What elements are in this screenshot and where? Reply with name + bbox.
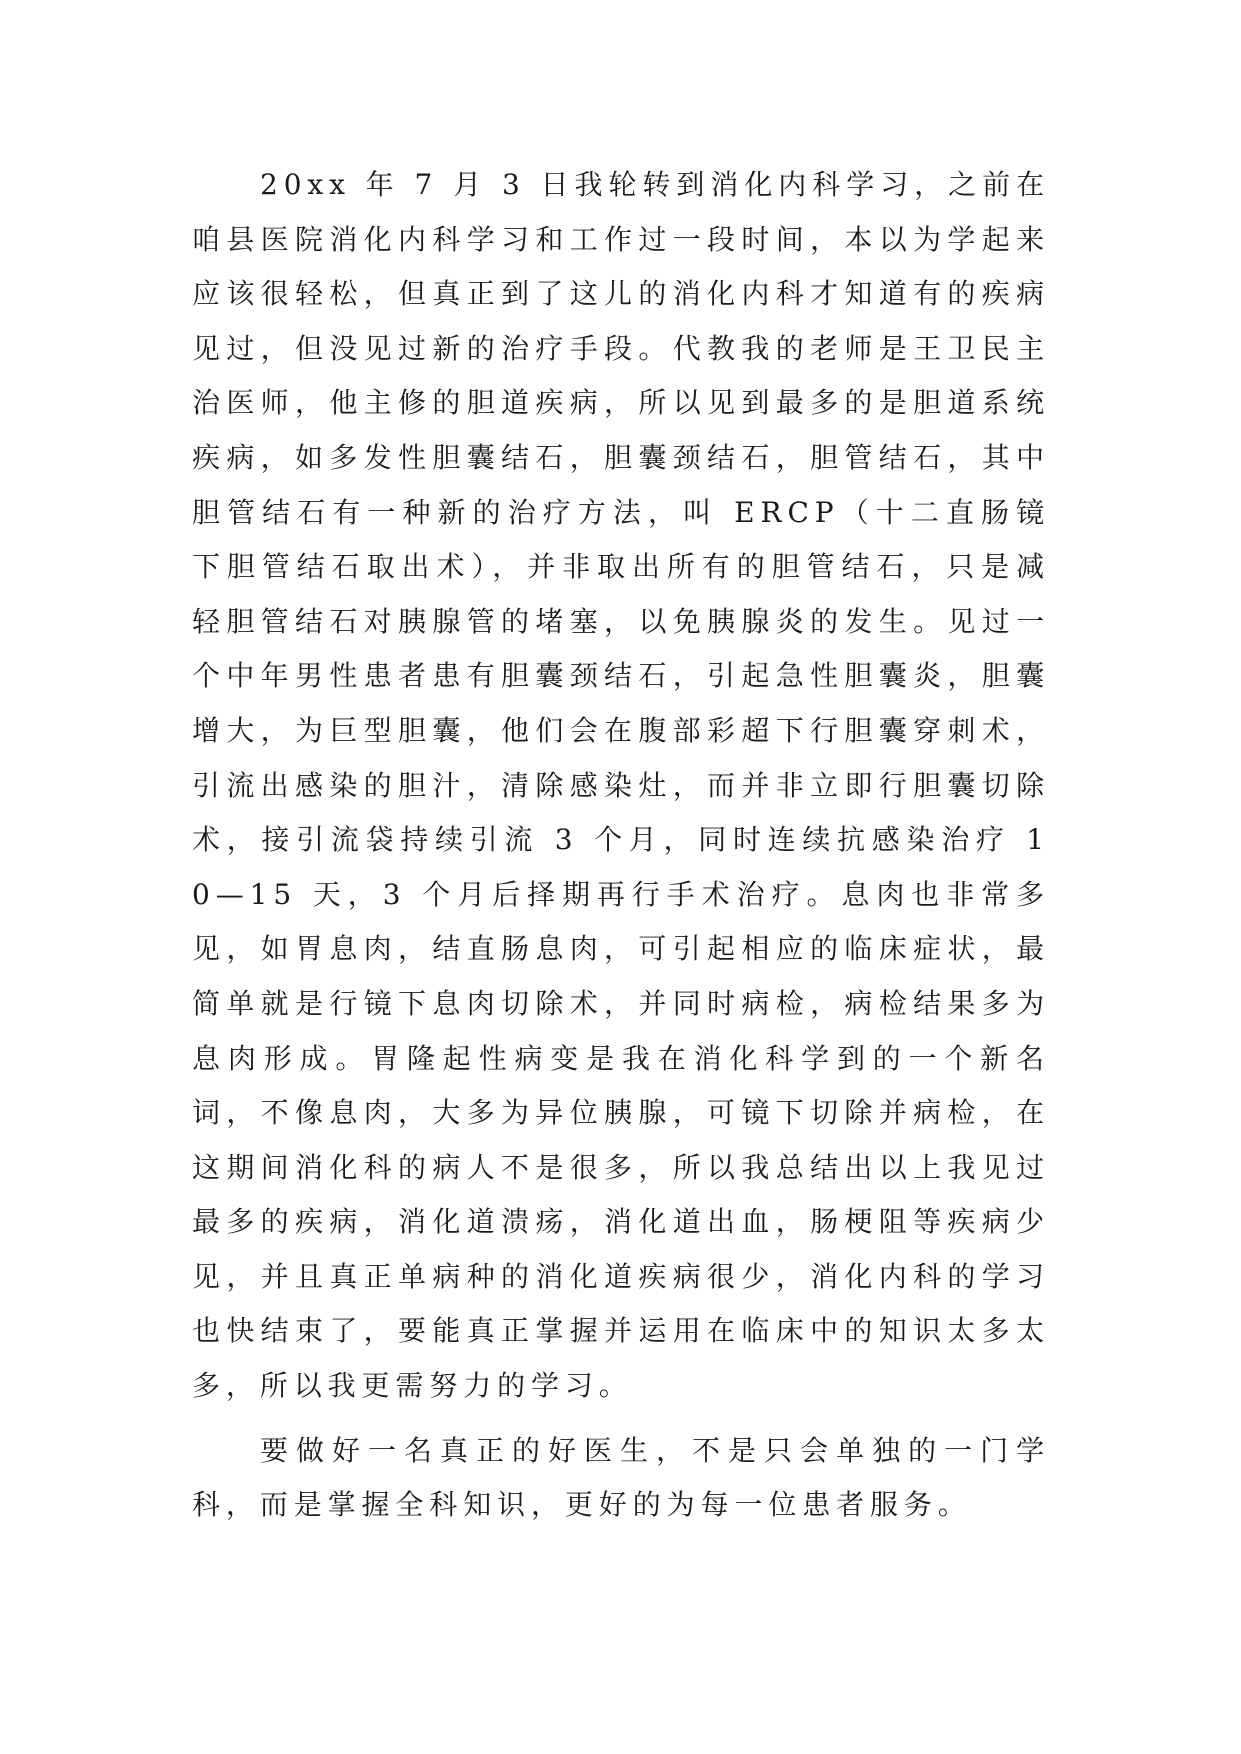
document-body: [192, 158, 1050, 1543]
paragraph-1: 20xx 年 7 月 3 日我轮转到消化内科学习，之前在咱县医院消化内科学习和工作过一段时间，本以为学起来应该很轻松，但真正到了这儿的消化内科才知道有的疾病见过，但没见过新的治疗手段。代教我的老师是王卫民主治医师，他主修的胆道疾病，所以见到最多的是胆道系统疾病，如多发性胆囊结石，胆囊颈结石，胆管结石，其中胆管结石有一种新的治疗方法，叫 ERCP（十二直肠镜下胆管结石取出术），并非取出所有的胆管结石，只是减轻胆管结石对胰腺管的堵塞，以免胰腺炎的发生。见过一个中年男性患者患有胆囊颈结石，引起急性胆囊炎，胆囊增大，为巨型胆囊，他们会在腹部彩超下行胆囊穿刺术，引流出感染的胆汁，清除感染灶，而并非立即行胆囊切除术，接引流袋持续引流 3 个月，同时连续抗感染治疗 10—15 天，3 个月后择期再行手术治疗。息肉也非常多见，如胃息肉，结直肠息肉，可引起相应的临床症状，最简单就是行镜下息肉切除术，并同时病检，病检结果多为息肉形成。胃隆起性病变是我在消化科学到的一个新名词，不像息肉，大多为异位胰腺，可镜下切除并病检，在这期间消化科的病人不是很多，所以我总结出以上我见过最多的疾病，消化道溃疡，消化道出血，肠梗阻等疾病少见，并且真正单病种的消化道疾病很少，消化内科的学习也快结束了，要能真正掌握并运用在临床中的知识太多太多，所以我更需努力的学习。: [192, 168, 1050, 1403]
paragraph-2: 要做好一名真正的好医生，不是只会单独的一门学科，而是掌握全科知识，更好的为每一位患者服务。: [192, 1433, 1050, 1522]
